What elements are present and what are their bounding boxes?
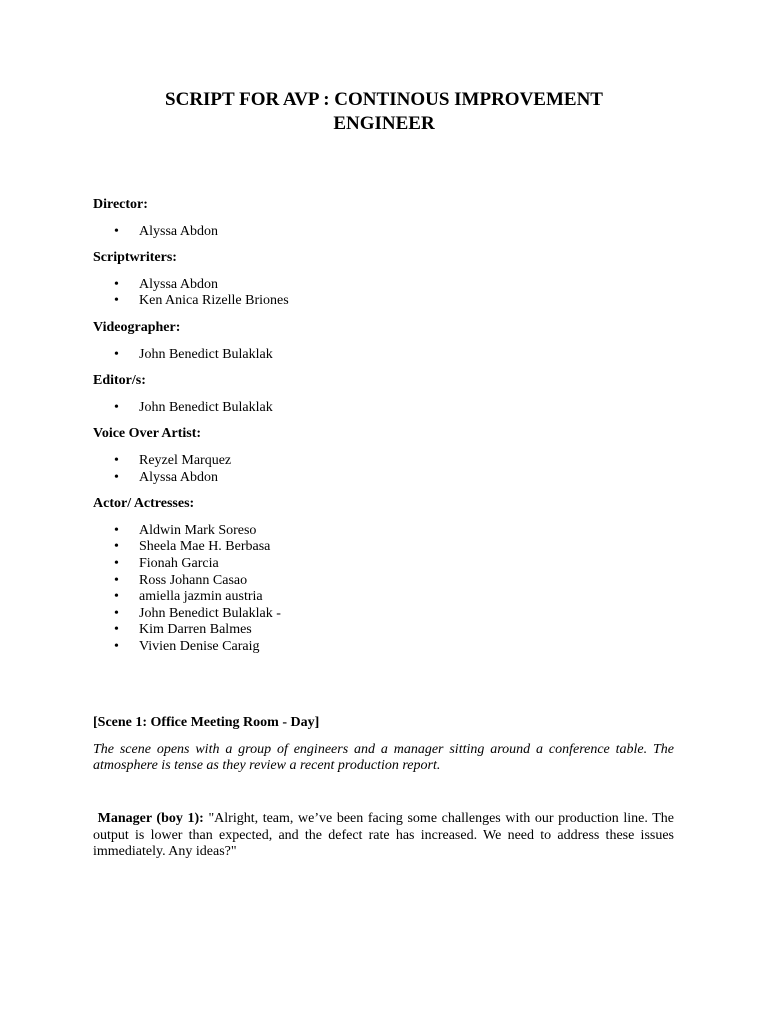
stage-direction: The scene opens with a group of engineers and a manager sitting around a conference table. The atmosphere is tense as they review a recent production report.	[93, 741, 674, 774]
dialogue-line	[93, 811, 674, 861]
list-item: • Reyzel Marquez	[93, 453, 675, 470]
scriptwriters-list	[93, 277, 675, 310]
list-item: • Vivien Denise Caraig	[93, 639, 675, 656]
role-heading-voice-over: Voice Over Artist:	[93, 426, 202, 442]
role-heading-editors: Editor/s:	[93, 373, 146, 389]
list-item: • Alyssa Abdon	[93, 277, 675, 294]
role-heading-director: Director:	[93, 197, 148, 212]
dialogue-text: "Alright, team, we’ve been facing some challenges with our production line. The output is lower than expected, and the defect rate has increased. We need to address these issues immediately. Any ideas?"	[93, 811, 675, 860]
list-item: • John Benedict Bulaklak -	[93, 606, 675, 623]
role-heading-actors: Actor/ Actresses:	[93, 496, 195, 512]
list-item: • Alyssa Abdon	[93, 224, 675, 241]
director-list	[93, 224, 675, 241]
list-item: • Kim Darren Balmes	[93, 622, 675, 639]
videographer-list	[93, 347, 675, 364]
list-item: • amiella jazmin austria	[93, 589, 675, 606]
document-title	[93, 88, 675, 136]
list-item: • Ross Johann Casao	[93, 573, 675, 590]
role-heading-videographer: Videographer:	[93, 319, 181, 335]
title-line-1: SCRIPT FOR AVP : CONTINOUS IMPROVEMENT	[165, 89, 603, 110]
list-item: • Alyssa Abdon	[93, 470, 675, 487]
scene-1	[93, 715, 674, 775]
title-line-2: ENGINEER	[333, 113, 435, 134]
list-item: • Aldwin Mark Soreso	[93, 523, 675, 540]
credits-section	[93, 197, 675, 665]
list-item: • Fionah Garcia	[93, 556, 675, 573]
list-item: • Ken Anica Rizelle Briones	[93, 293, 675, 310]
list-item: • John Benedict Bulaklak	[93, 347, 675, 364]
list-item: • John Benedict Bulaklak	[93, 400, 675, 417]
speaker-name: Manager (boy 1):	[97, 811, 204, 826]
scene-heading: [Scene 1: Office Meeting Room - Day]	[93, 715, 320, 730]
voice-over-list	[93, 453, 675, 486]
role-heading-scriptwriters: Scriptwriters:	[93, 250, 177, 266]
editors-list	[93, 400, 675, 417]
actors-list	[93, 523, 675, 656]
list-item: • Sheela Mae H. Berbasa	[93, 539, 675, 556]
